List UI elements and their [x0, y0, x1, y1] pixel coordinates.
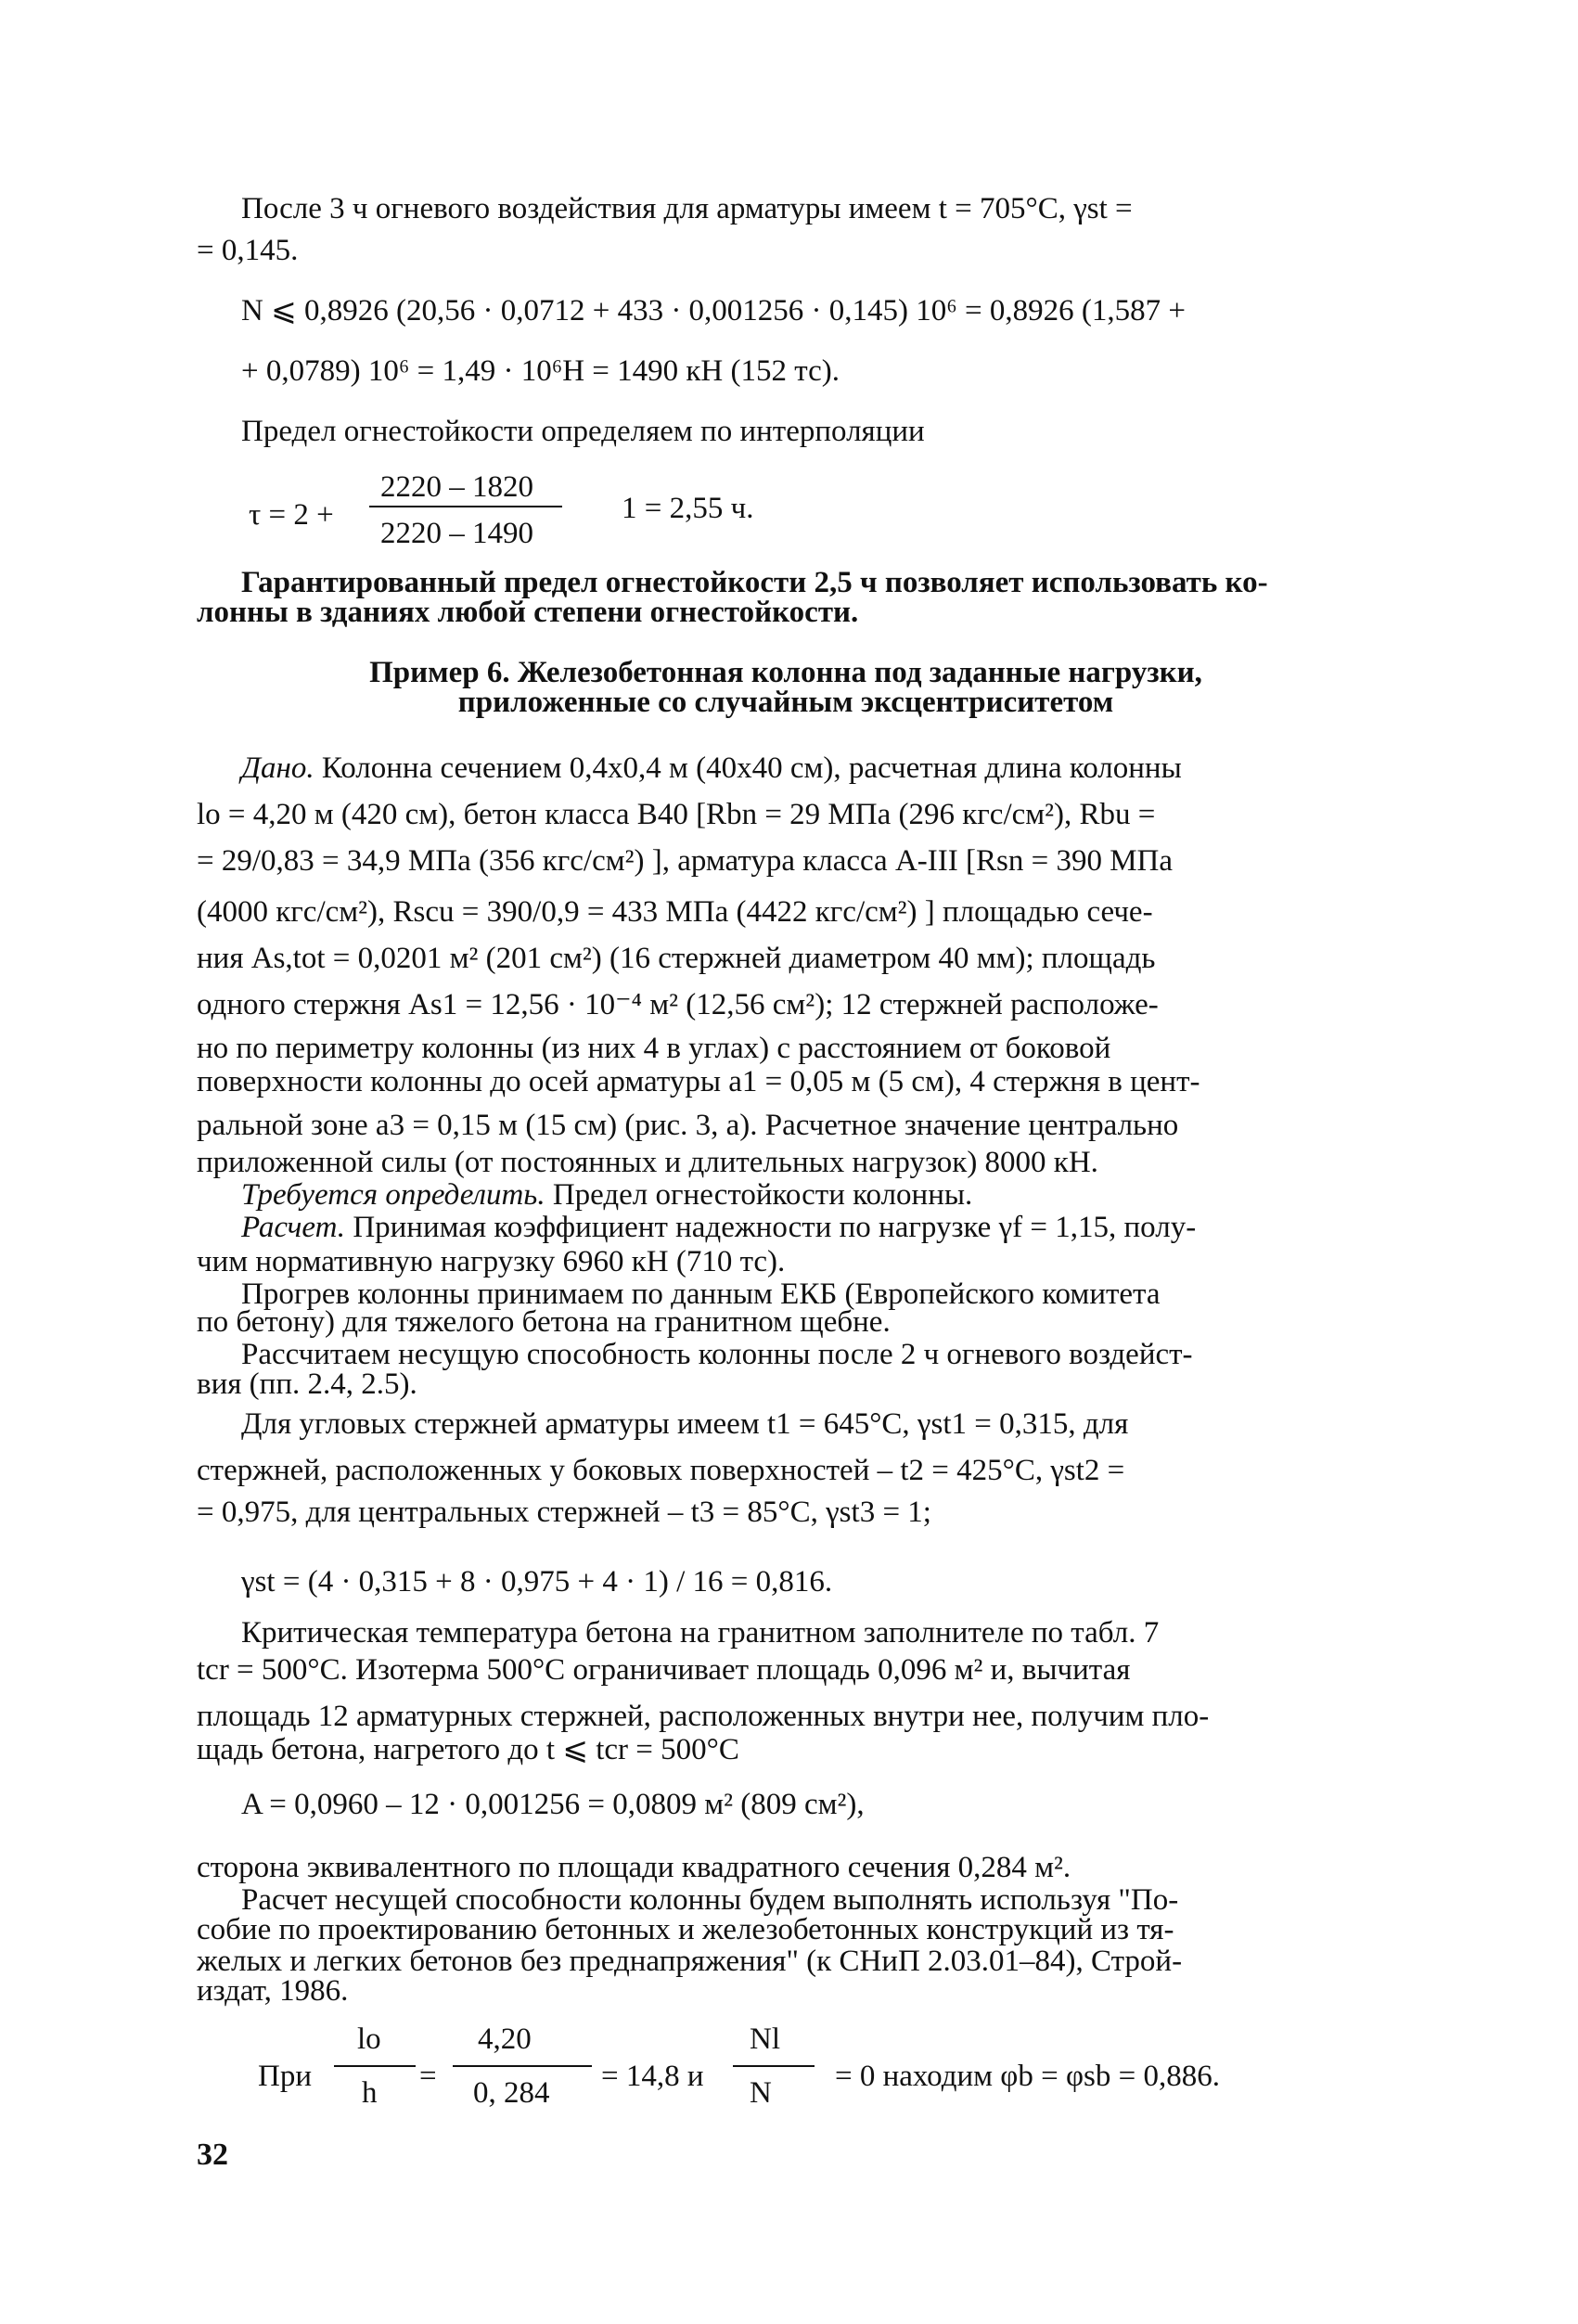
run-in-label: Дано. — [241, 751, 314, 785]
fraction-denominator: 2220 – 1490 — [380, 517, 533, 550]
text-line — [241, 1209, 1196, 1246]
text-line: Для угловых стержней арматуры имеем t1 = 645°С, γst1 = 0,315, для — [241, 1407, 1129, 1441]
text-line: После 3 ч огневого воздействия для арматуры имеем t = 705°С, γst = — [241, 192, 1133, 225]
text-line — [241, 1176, 972, 1213]
text-line: (4000 кгс/см²), Rscu = 390/0,9 = 433 МПа (4422 кгс/см²) ] площадью сече- — [197, 895, 1153, 929]
text-line: lo = 4,20 м (420 см), бетон класса В40 [Rbn = 29 МПа (296 кгс/см²), Rbu = — [197, 798, 1156, 831]
text-line: поверхности колонны до осей арматуры a1 = 0,05 м (5 см), 4 стержня в цент- — [197, 1065, 1200, 1098]
fraction-numerator: 4,20 — [478, 2022, 532, 2056]
text-line: сторона эквивалентного по площади квадратного сечения 0,284 м². — [197, 1851, 1071, 1884]
text-line: N ⩽ 0,8926 (20,56 · 0,0712 + 433 · 0,001256 · 0,145) 10⁶ = 0,8926 (1,587 + — [241, 294, 1187, 327]
text-line: площадь 12 арматурных стержней, расположенных внутри нее, получим пло- — [197, 1700, 1210, 1733]
text-run: Колонна сечением 0,4x0,4 м (40x40 см), расчетная длина колонны — [321, 751, 1182, 785]
text-line: по бетону) для тяжелого бетона на гранитном щебне. — [197, 1305, 891, 1339]
text-line: Расчет несущей способности колонны будем выполнять используя "По- — [241, 1883, 1179, 1917]
equation-rhs: = 0 находим φb = φsb = 0,886. — [835, 2060, 1220, 2093]
example-heading: приложенные со случайным эксцентриситетом — [457, 686, 1114, 719]
text-line: собие по проектированию бетонных и железобетонных конструкций из тя- — [197, 1913, 1174, 1946]
equation-middle: = 14,8 и — [601, 2060, 704, 2093]
fraction-numerator: lo — [357, 2022, 381, 2056]
run-in-label: Расчет. — [241, 1211, 346, 1244]
run-in-label: Требуется определить. — [241, 1178, 545, 1212]
text-line: = 0,975, для центральных стержней – t3 = 85°С, γst3 = 1; — [197, 1496, 931, 1529]
text-line: желых и легких бетонов без преднапряжения" (к СНиП 2.03.01–84), Строй- — [197, 1945, 1183, 1978]
text-line: Гарантированный предел огнестойкости 2,5 ч позволяет использовать ко- — [241, 566, 1268, 599]
text-line: Прогрев колонны принимаем по данным ЕКБ (Европейского комитета — [241, 1278, 1161, 1311]
text-line: стержней, расположенных у боковых поверхностей – t2 = 425°С, γst2 = — [197, 1454, 1125, 1487]
text-line — [241, 750, 1182, 787]
text-line: приложенной силы (от постоянных и длительных нагрузок) 8000 кН. — [197, 1146, 1098, 1179]
equation-rhs: 1 = 2,55 ч. — [622, 492, 754, 525]
equation-lhs: τ = 2 + — [249, 498, 334, 532]
fraction-denominator: 0, 284 — [473, 2076, 550, 2110]
example-heading: Пример 6. Железобетонная колонна под заданные нагрузки, — [369, 656, 1202, 689]
text-line: ния As,tot = 0,0201 м² (201 см²) (16 стержней диаметром 40 мм); площадь — [197, 942, 1156, 975]
text-line: = 29/0,83 = 34,9 МПа (356 кгс/см²) ], арматура класса A-III [Rsn = 390 МПа — [197, 844, 1174, 878]
fraction-denominator: N — [750, 2076, 772, 2110]
text-line: щадь бетона, нагретого до t ⩽ tcr = 500°С — [197, 1733, 739, 1766]
fraction-bar — [334, 2065, 416, 2067]
text-line: одного стержня As1 = 12,56 · 10⁻⁴ м² (12,56 см²); 12 стержней расположе- — [197, 988, 1159, 1021]
text-line: Предел огнестойкости определяем по интерполяции — [241, 415, 925, 448]
text-run: Предел огнестойкости колонны. — [552, 1178, 973, 1212]
fraction-bar — [453, 2065, 592, 2067]
text-line: ральной зоне a3 = 0,15 м (15 см) (рис. 3, a). Расчетное значение центрально — [197, 1109, 1179, 1142]
text-line: tcr = 500°С. Изотерма 500°С ограничивает площадь 0,096 м² и, вычитая — [197, 1653, 1131, 1687]
text-line: чим нормативную нагрузку 6960 кН (710 тс). — [197, 1245, 786, 1278]
fraction-bar — [733, 2065, 815, 2067]
equals-sign: = — [419, 2060, 437, 2093]
text-line: Критическая температура бетона на гранитном заполнителе по табл. 7 — [241, 1616, 1160, 1650]
fraction-numerator: 2220 – 1820 — [380, 470, 533, 504]
text-line: издат, 1986. — [197, 1974, 349, 2008]
text-line: Рассчитаем несущую способность колонны после 2 ч огневого воздейст- — [241, 1338, 1193, 1371]
equation-area: A = 0,0960 – 12 · 0,001256 = 0,0809 м² (809 см²), — [241, 1788, 865, 1821]
fraction-bar — [369, 506, 562, 507]
text-line: = 0,145. — [197, 234, 299, 267]
fraction-denominator: h — [362, 2076, 378, 2110]
page-number: 32 — [197, 2138, 228, 2172]
equation-gamma-st: γst = (4 · 0,315 + 8 · 0,975 + 4 · 1) / 16 = 0,816. — [241, 1565, 833, 1599]
text-line: но по периметру колонны (из них 4 в углах) с расстоянием от боковой — [197, 1032, 1111, 1065]
text-line: вия (пп. 2.4, 2.5). — [197, 1367, 417, 1401]
fraction-numerator: Nl — [750, 2022, 780, 2056]
text-line: + 0,0789) 10⁶ = 1,49 · 10⁶H = 1490 кН (152 тс). — [241, 354, 840, 388]
text-run: Принимая коэффициент надежности по нагрузке γf = 1,15, полу- — [353, 1211, 1197, 1244]
text-line: лонны в зданиях любой степени огнестойкости. — [197, 596, 859, 629]
equation-label: При — [258, 2060, 312, 2093]
